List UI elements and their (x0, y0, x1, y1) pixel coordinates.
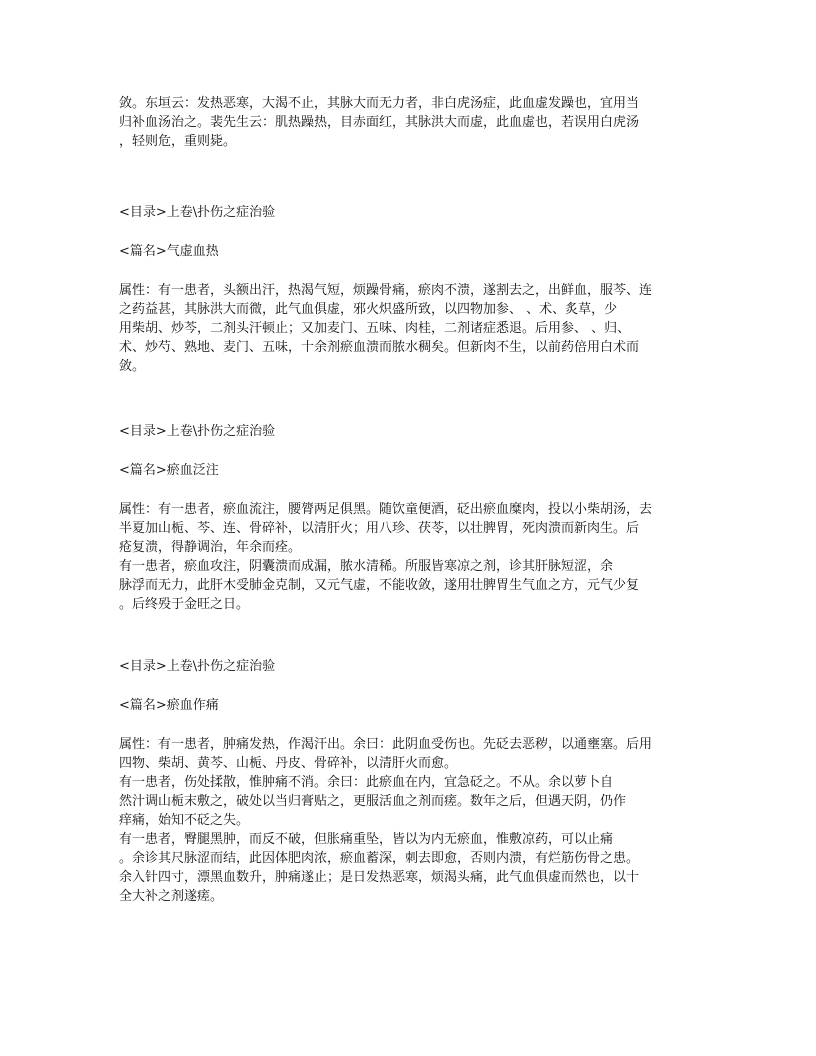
section-yu-xue-fan-zhu (119, 422, 709, 614)
text-line: 敛。东垣云：发热恶寒，大渴不止，其脉大而无力者，非白虎汤症，此血虚发躁也，宜用当 (119, 96, 640, 111)
catalog-heading: <目录>上卷\扑伤之症治验 (119, 659, 276, 674)
text-line: 。后终殁于金旺之日。 (119, 597, 250, 612)
text-line: 属性：有一患者，肿痛发热，作渴汗出。余曰：此阴血受伤也。先砭去恶秽，以通壅塞。后用 (119, 737, 653, 752)
continuation-paragraph (119, 94, 709, 151)
text-line: 之药益甚，其脉洪大而微，此气血俱虚，邪火炽盛所致，以四物加参、 、术、炙草，少 (119, 302, 618, 317)
text-line: 属性：有一患者，瘀血流注，腰膂两足俱黑。随饮童便酒，砭出瘀血糜肉，投以小柴胡汤，去 (119, 502, 653, 517)
text-line: 属性：有一患者，头额出汗，热渴气短，烦躁骨痛，瘀肉不溃，遂割去之，出鲜血，服芩、连 (119, 283, 653, 298)
text-line: 。余诊其尺脉涩而结，此因体肥肉浓，瘀血蓄深，刺去即愈，否则内溃，有烂筋伤骨之患。 (119, 851, 640, 866)
text-line: ，轻则危，重则毙。 (119, 134, 237, 149)
text-line: 全大补之剂遂瘥。 (119, 889, 224, 904)
text-line: 余入针四寸，漂黑血数升，肿痛遂止；是日发热恶寒，烦渴头痛，此气血俱虚而然也，以十 (119, 870, 640, 885)
text-line: 术、炒芍、熟地、麦门、五味，十余剂瘀血溃而脓水稠矣。但新肉不生，以前药倍用白术而 (119, 340, 640, 355)
section-qi-xu-xue-re (119, 203, 709, 376)
text-line: 归补血汤治之。裴先生云：肌热躁热，目赤面红，其脉洪大而虚，此血虚也，若误用白虎汤 (119, 115, 640, 130)
article-title: <篇名>气虚血热 (119, 244, 219, 259)
catalog-heading: <目录>上卷\扑伤之症治验 (119, 424, 276, 439)
text-line: 痒痛，始知不砭之失。 (119, 813, 250, 828)
text-line: 敛。 (119, 359, 146, 374)
text-line: 脉浮而无力，此肝木受肺金克制，又元气虚，不能收敛，遂用壮脾胃生气血之方，元气少复 (119, 578, 640, 593)
catalog-heading: <目录>上卷\扑伤之症治验 (119, 205, 276, 220)
text-line: 用柴胡、炒芩，二剂头汗顿止；又加麦门、五味、肉桂，二剂诸症悉退。后用参、 、归、 (119, 321, 631, 336)
section-yu-xue-zuo-tong (119, 657, 709, 906)
text-line: 然汁调山栀末敷之，破处以当归膏贴之，更服活血之剂而瘥。数年之后，但遇天阴，仍作 (119, 794, 627, 809)
text-line: 有一患者，瘀血攻注，阴囊溃而成漏，脓水清稀。所服皆寒凉之剂，诊其肝脉短涩，余 (119, 559, 614, 574)
article-title: <篇名>瘀血作痛 (119, 698, 219, 713)
text-line: 有一患者，臀腿黑肿，而反不破，但胀痛重坠，皆以为内无瘀血，惟敷凉药，可以止痛 (119, 832, 614, 847)
text-line: 半夏加山栀、芩、连、骨碎补，以清肝火；用八珍、茯苓，以壮脾胃，死肉溃而新肉生。后 (119, 521, 640, 536)
text-line: 有一患者，伤处揉散，惟肿痛不消。余曰：此瘀血在内，宜急砭之。不从。余以萝卜自 (119, 775, 614, 790)
text-line: 疮复溃，得静调治，年余而痊。 (119, 540, 302, 555)
article-title: <篇名>瘀血泛注 (119, 463, 219, 478)
text-line: 四物、柴胡、黄芩、山栀、丹皮、骨碎补，以清肝火而愈。 (119, 756, 458, 771)
